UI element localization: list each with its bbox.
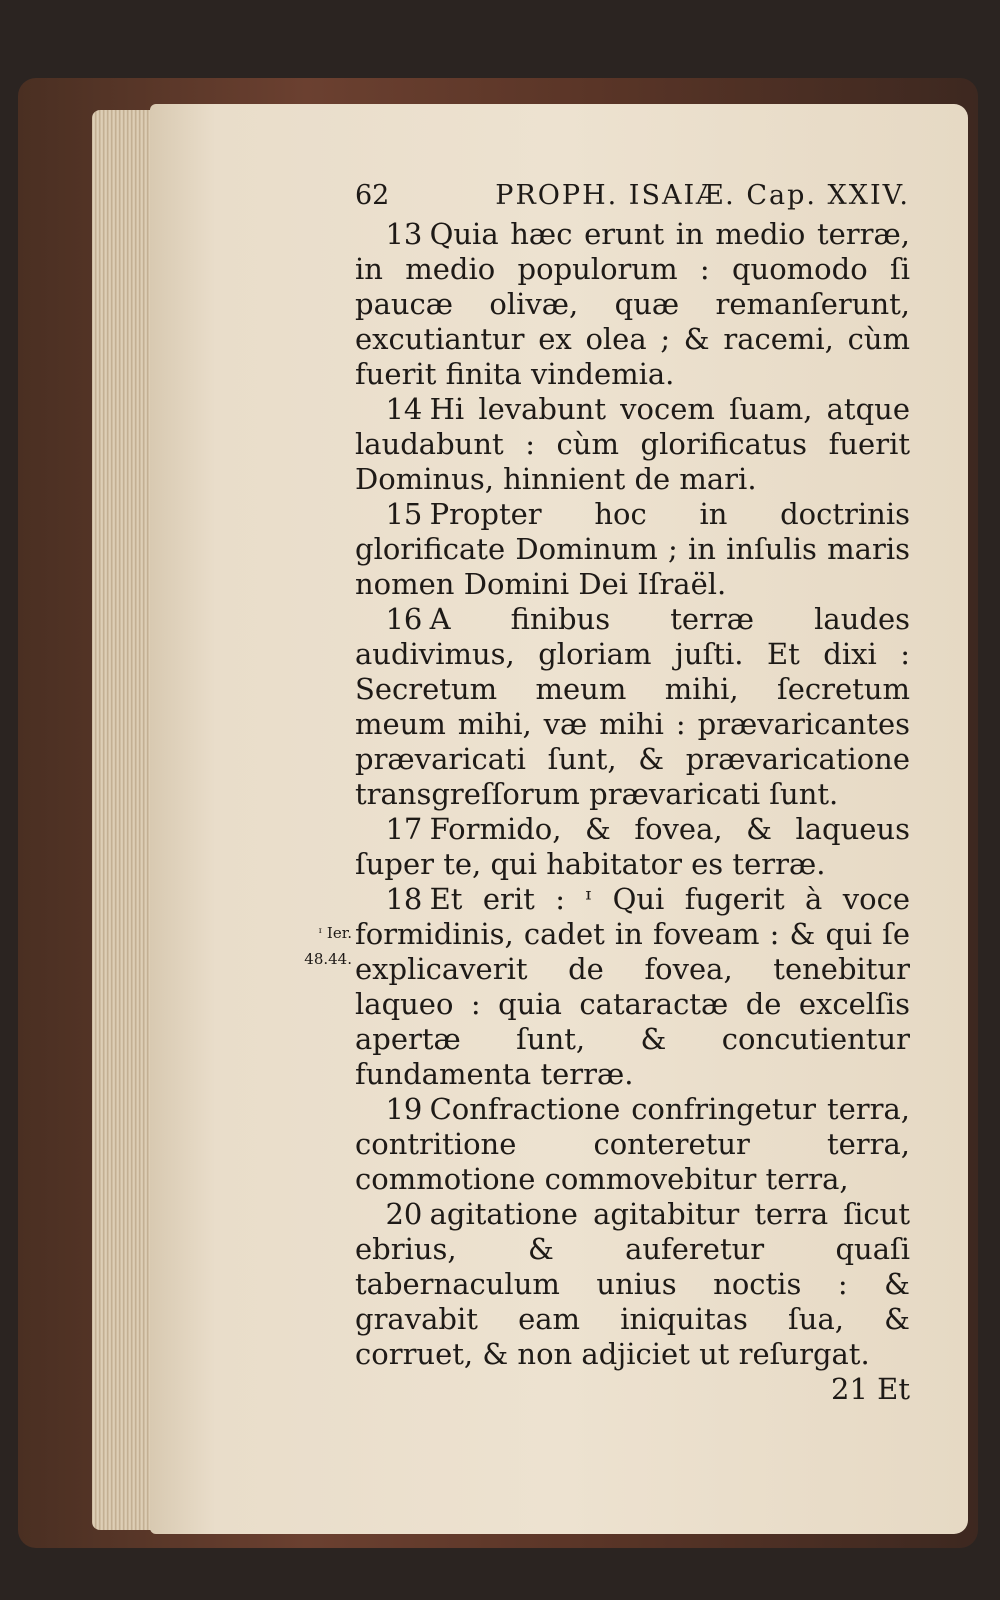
verse-text: Formido, & fovea, & laqueus ſuper te, qui habitator es terræ. bbox=[355, 812, 910, 881]
running-title: PROPH. ISAIÆ. Cap. XXIV. bbox=[495, 180, 910, 211]
verse-19 bbox=[355, 1092, 910, 1197]
verse-number: 17 bbox=[385, 812, 423, 846]
verse-17 bbox=[355, 812, 910, 882]
verse-number: 15 bbox=[385, 497, 423, 531]
verse-text: agitatione agitabitur terra ſicut ebrius, & auferetur quaſi tabernaculum unius noctis : & gravabit eam iniquitas ſua, & corruet, & non adjiciet ut reſurgat. bbox=[355, 1197, 910, 1371]
catchword-line bbox=[355, 1372, 910, 1407]
verse-text: Et erit : ᶦ Qui fugerit à voce formidinis, cadet in foveam : & qui ſe explicaverit de fovea, tenebitur laqueo : quia cataractæ de excelſis apertæ ſunt, & concutientur fundamenta terræ. bbox=[355, 882, 910, 1091]
verse-text: Quia hæc erunt in medio terræ, in medio populorum : quomodo ſi paucæ olivæ, quæ remanſerunt, excutiantur ex olea ; & racemi, cùm fuerit finita vindemia. bbox=[355, 217, 910, 391]
running-header bbox=[355, 178, 910, 213]
verse-15 bbox=[355, 497, 910, 602]
verse-number: 14 bbox=[385, 392, 423, 426]
verse-20 bbox=[355, 1197, 910, 1372]
verse-text: A finibus terræ laudes audivimus, gloriam juſti. Et dixi : Secretum meum mihi, ſecretum meum mihi, væ mihi : prævaricantes prævaricati ſunt, & prævaricatione transgreſſorum prævaricati ſunt. bbox=[355, 602, 910, 811]
catchword: 21 Et bbox=[831, 1372, 910, 1406]
verse-text: Propter hoc in doctrinis glorificate Dominum ; in inſulis maris nomen Domini Dei Iſraël. bbox=[355, 497, 910, 601]
verse-number: 13 bbox=[385, 217, 423, 251]
verse-18 bbox=[355, 882, 910, 1092]
verse-text: Confractione confringetur terra, contritione conteretur terra, commotione commovebitur terra, bbox=[355, 1092, 910, 1196]
text-column bbox=[355, 178, 910, 1407]
margin-note bbox=[272, 920, 352, 972]
verse-number: 18 bbox=[385, 882, 423, 916]
page-number: 62 bbox=[355, 180, 390, 211]
margin-note-line1: ᶦ Ier. bbox=[318, 924, 352, 942]
verse-14 bbox=[355, 392, 910, 497]
margin-note-line2: 48.44. bbox=[304, 950, 352, 968]
verse-13 bbox=[355, 217, 910, 392]
verse-number: 16 bbox=[385, 602, 423, 636]
verse-16 bbox=[355, 602, 910, 812]
verse-number: 20 bbox=[385, 1197, 423, 1231]
verse-number: 19 bbox=[385, 1092, 423, 1126]
verse-text: Hi levabunt vocem ſuam, atque laudabunt : cùm glorificatus fuerit Dominus, hinnient de mari. bbox=[355, 392, 910, 496]
